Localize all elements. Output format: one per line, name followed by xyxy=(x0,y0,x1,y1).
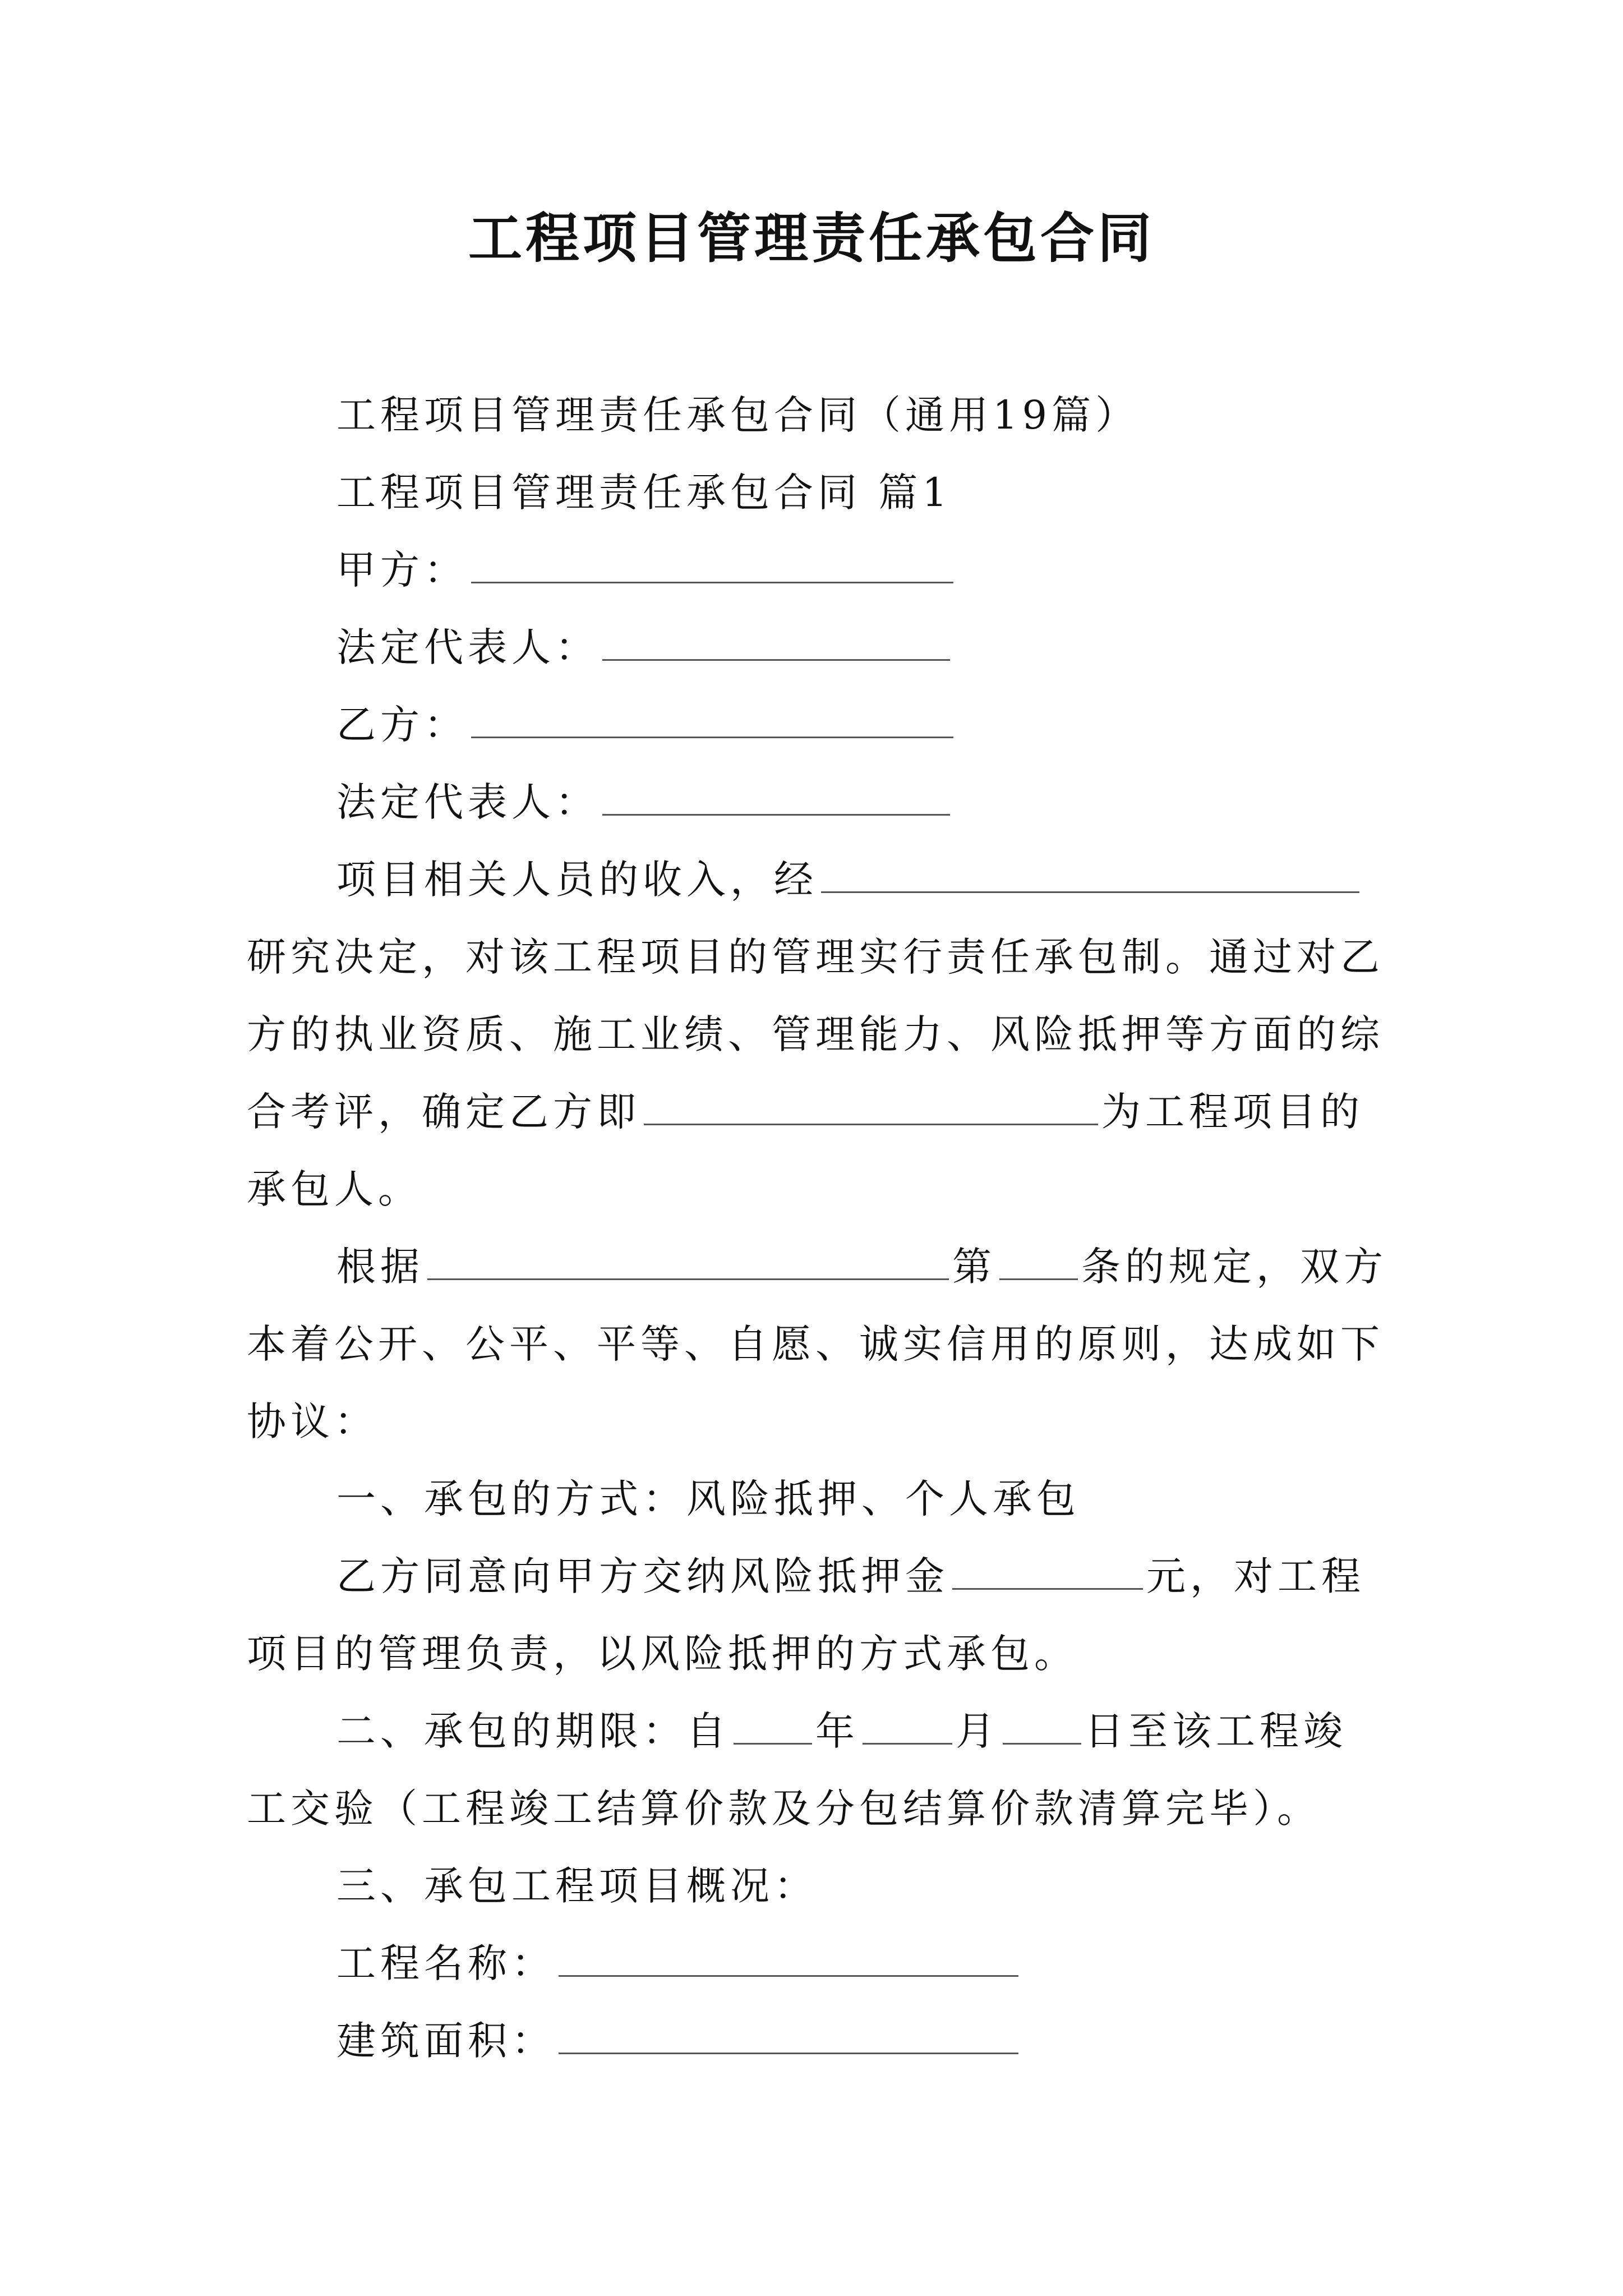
clause2-line2: 工交验（工程竣工结算价款及分包结算价款清算完毕）。 xyxy=(247,1786,1321,1832)
clause2-text-a: 二、承包的期限：自 xyxy=(336,1708,730,1754)
document-title: 工程项目管理责任承包合同 xyxy=(468,206,1155,270)
party-b-blank xyxy=(471,697,953,738)
article-blank xyxy=(999,1239,1078,1280)
para1-text: 项目相关人员的收入，经 xyxy=(336,857,818,903)
party-b-label: 乙方： xyxy=(336,702,468,748)
legal-rep-a-blank xyxy=(602,620,950,661)
basis-blank xyxy=(427,1239,949,1280)
document-subtitle: 工程项目管理责任承包合同（通用19篇） xyxy=(336,392,1140,438)
clause2-text-d: 日至该工程竣 xyxy=(1085,1708,1347,1754)
day-blank xyxy=(1003,1704,1081,1745)
clause2-text-c: 月 xyxy=(956,1708,999,1754)
legal-rep-b-row xyxy=(336,774,953,830)
contractor-blank xyxy=(644,1084,1098,1125)
clause2-line1 xyxy=(336,1703,1347,1759)
clause1-line2: 项目的管理负责，以风险抵押的方式承包。 xyxy=(247,1631,1078,1677)
para2-line2: 本着公开、公平、平等、自愿、诚实信用的原则，达成如下 xyxy=(247,1321,1384,1367)
para2-line1 xyxy=(336,1239,1387,1295)
para2-text-b: 第 xyxy=(952,1244,996,1290)
clause1-line1 xyxy=(336,1548,1365,1604)
para2-text-a: 根据 xyxy=(336,1244,424,1290)
party-a-row xyxy=(336,542,957,598)
para1-line4-text-a: 合考评，确定乙方即 xyxy=(247,1089,640,1135)
building-area-blank xyxy=(559,2013,1018,2054)
year-blank xyxy=(734,1704,812,1745)
month-blank xyxy=(863,1704,952,1745)
project-name-label: 工程名称： xyxy=(336,1940,555,1986)
legal-rep-a-label: 法定代表人： xyxy=(336,624,599,670)
para1-line3: 方的执业资质、施工业绩、管理能力、风险抵押等方面的综 xyxy=(247,1011,1384,1057)
clause2-text-b: 年 xyxy=(815,1708,859,1754)
para1-line5: 承包人。 xyxy=(247,1166,422,1212)
project-name-row xyxy=(336,1935,1022,1991)
para1-blank xyxy=(821,852,1359,893)
para1-line1 xyxy=(336,852,1363,908)
clause1-text-b: 元，对工程 xyxy=(1146,1553,1365,1599)
section-heading: 工程项目管理责任承包合同 篇1 xyxy=(336,470,952,516)
project-name-blank xyxy=(559,1936,1018,1977)
deposit-blank xyxy=(952,1549,1143,1590)
para1-line4 xyxy=(247,1084,1364,1140)
legal-rep-b-label: 法定代表人： xyxy=(336,779,599,825)
party-a-label: 甲方： xyxy=(336,547,468,593)
building-area-row xyxy=(336,2013,1022,2069)
party-b-row xyxy=(336,697,957,753)
para1-line4-text-b: 为工程项目的 xyxy=(1101,1089,1364,1135)
legal-rep-a-row xyxy=(336,619,953,675)
para1-line2: 研究决定，对该工程项目的管理实行责任承包制。通过对乙 xyxy=(247,934,1384,980)
party-a-blank xyxy=(471,542,953,583)
building-area-label: 建筑面积： xyxy=(336,2018,555,2064)
para2-text-c: 条的规定，双方 xyxy=(1081,1244,1387,1290)
para2-line3: 协议： xyxy=(247,1398,378,1444)
clause1-heading: 一、承包的方式：风险抵押、个人承包 xyxy=(336,1476,1080,1522)
legal-rep-b-blank xyxy=(602,775,950,816)
clause1-text-a: 乙方同意向甲方交纳风险抵押金 xyxy=(336,1553,949,1599)
clause3-heading: 三、承包工程项目概况： xyxy=(336,1863,818,1909)
